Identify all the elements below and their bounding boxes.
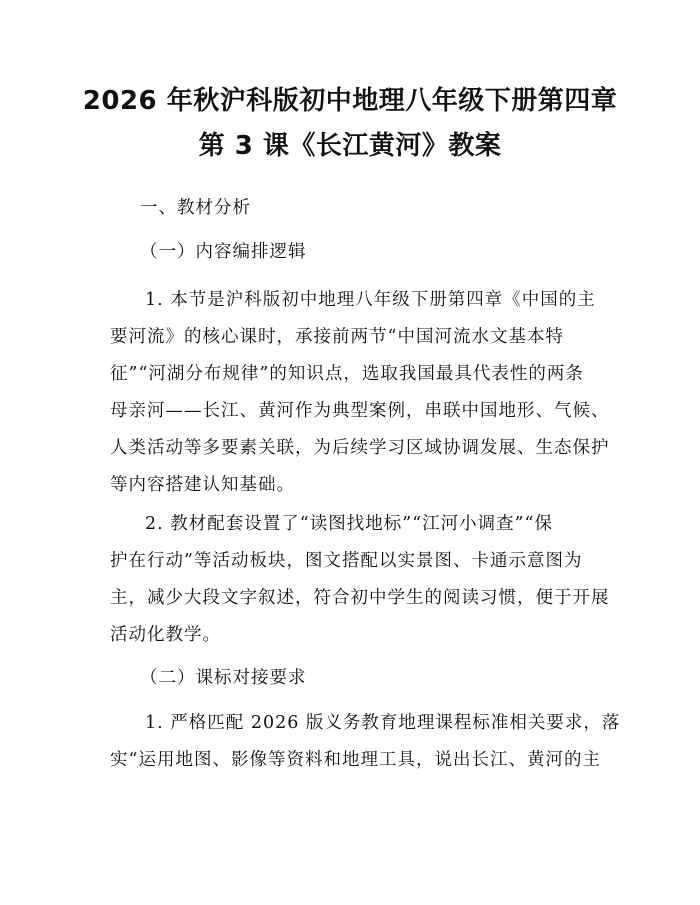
paragraph-1-line: 人类活动等多要素关联，为后续学习区域协调发展、生态保护 <box>110 438 610 458</box>
paragraph-2-line: 主，减少大段文字叙述，符合初中学生的阅读习惯，便于开展 <box>110 588 610 608</box>
paragraph-1-line: 1. 本节是沪科版初中地理八年级下册第四章《中国的主 <box>145 290 596 310</box>
section-heading-textbook-analysis: 一、教材分析 <box>140 198 251 218</box>
paragraph-2 <box>110 506 610 654</box>
paragraph-1-line: 要河流》的核心课时，承接前两节“中国河流水文基本特 <box>110 327 564 347</box>
paragraph-1-line: 征”“河湖分布规律”的知识点，选取我国最具代表性的两条 <box>110 364 584 384</box>
subsection-heading-curriculum-standard: （二）课标对接要求 <box>140 668 307 688</box>
subsection-heading-content-logic: （一）内容编排逻辑 <box>140 242 307 262</box>
paragraph-2-line: 2. 教材配套设置了“读图找地标”“江河小调查”“保 <box>145 514 553 534</box>
paragraph-2-line: 活动化教学。 <box>110 625 221 645</box>
paragraph-3-line: 1. 严格匹配 2026 版义务教育地理课程标准相关要求，落 <box>145 713 621 733</box>
paragraph-1-line: 等内容搭建认知基础。 <box>110 475 295 495</box>
paragraph-3 <box>110 705 621 779</box>
document-title-line-1: 2026 年秋沪科版初中地理八年级下册第四章 <box>82 86 618 116</box>
paragraph-3-line: 实“运用地图、影像等资料和地理工具，说出长江、黄河的主 <box>110 750 601 770</box>
paragraph-2-line: 护在行动”等活动板块，图文搭配以实景图、卡通示意图为 <box>110 551 583 571</box>
paragraph-1-line: 母亲河——长江、黄河作为典型案例，串联中国地形、气候、 <box>110 401 610 421</box>
paragraph-1 <box>110 282 610 504</box>
document-title-line-2: 第 3 课《长江黄河》教案 <box>198 131 502 161</box>
